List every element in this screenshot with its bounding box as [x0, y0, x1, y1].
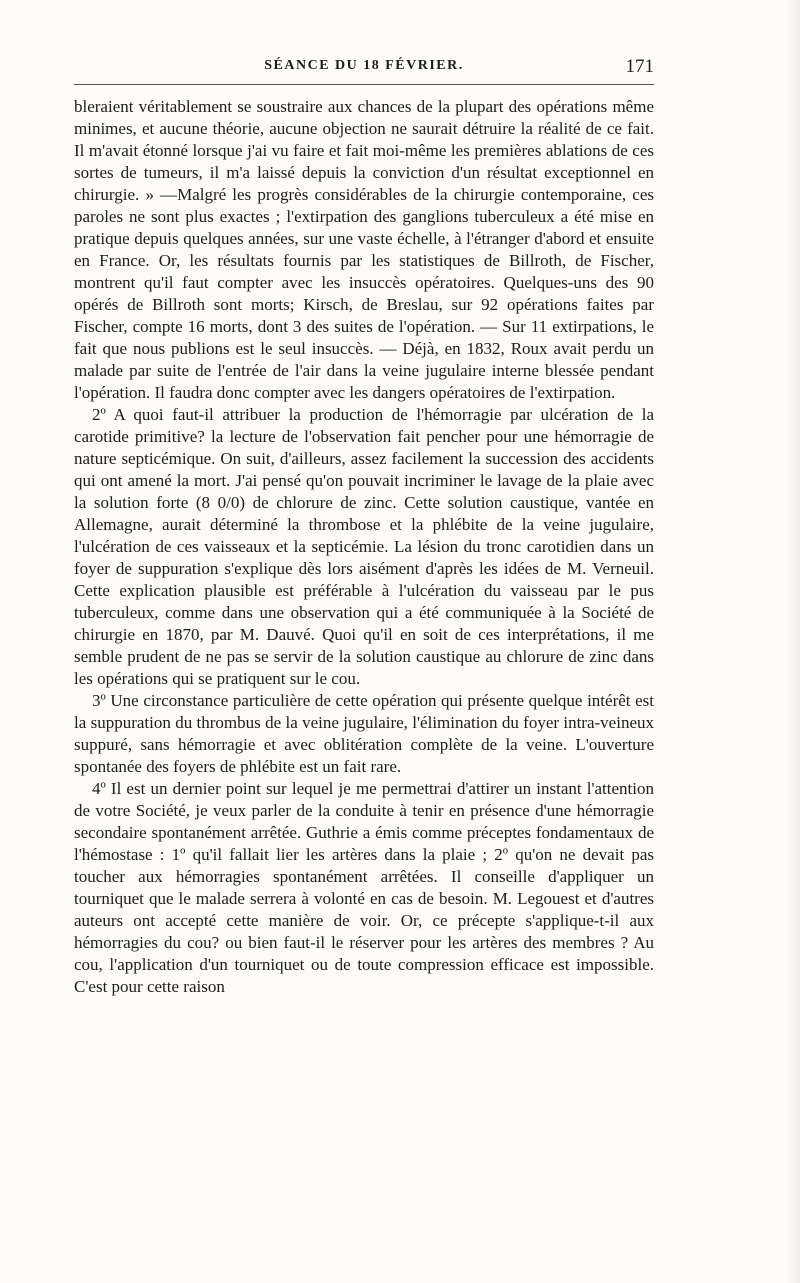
running-head: [74, 58, 654, 84]
page-edge-shadow: [786, 0, 800, 1283]
paragraph-point-4: 4º Il est un dernier point sur lequel je me permettrai d'attirer un instant l'attention de votre Société, je veux parler de la conduite à tenir en présence d'une hémorragie secondaire spontanément arrêtée. Guthrie a émis comme préceptes fondamentaux de l'hémostase : 1º qu'il fallait lier les artères dans la plaie ; 2º qu'on ne devait pas toucher aux hémorragies spontanément arrêtées. Il conseille d'appliquer un tourniquet que le malade serrera à volonté en cas de besoin. M. Legouest et d'autres auteurs ont accepté cette manière de voir. Or, ce précepte s'applique-t-il aux hémorragies du cou? ou bien faut-il le réserver pour les artères des membres ? Au cou, l'application d'un tourniquet ou de toute compression efficace est impossible. C'est pour cette raison: [74, 779, 654, 996]
running-title: SÉANCE DU 18 FÉVRIER.: [264, 58, 464, 73]
body-text: [74, 96, 654, 998]
paragraph-continued: bleraient véritablement se soustraire aux chances de la plupart des opérations même minimes, et aucune théorie, aucune objection ne saurait détruire la réalité de ce fait. Il m'avait étonné lorsque j'ai vu faire et fait moi-même les premières ablations de ces sortes de tumeurs, il m'a laissé depuis la conviction d'un résultat exceptionnel en chirurgie. » —Malgré les progrès considérables de la chirurgie contemporaine, ces paroles ne sont plus exactes ; l'extirpation des ganglions tuberculeux a été mise en pratique depuis quelques années, sur une vaste échelle, à l'étranger d'abord et ensuite en France. Or, les résultats fournis par les statistiques de Billroth, de Fischer, montrent qu'il faut compter avec les insuccès opératoires. Quelques-uns des 90 opérés de Billroth sont morts; Kirsch, de Breslau, sur 92 opérations faites par Fischer, compte 16 morts, dont 3 des suites de l'opération. — Sur 11 extirpations, le fait que nous publions est le seul insuccès. — Déjà, en 1832, Roux avait perdu un malade par suite de l'entrée de l'air dans la veine jugulaire interne blessée pendant l'opération. Il faudra donc compter avec les dangers opératoires de l'extirpation.: [74, 97, 654, 402]
header-rule: [74, 84, 654, 85]
paragraph-point-3: 3º Une circonstance particulière de cette opération qui présente quelque intérêt est la suppuration du thrombus de la veine jugulaire, l'élimination du foyer intra-veineux suppuré, sans hémorragie et avec oblitération complète de la veine. L'ouverture spontanée des foyers de phlébite est un fait rare.: [74, 691, 654, 776]
paragraph-point-2: 2º A quoi faut-il attribuer la production de l'hémorragie par ulcération de la carotide primitive? la lecture de l'observation fait pencher pour une hémorragie de nature septicémique. On suit, d'ailleurs, assez facilement la succession des accidents qui ont amené la mort. J'ai pensé qu'on pouvait incriminer le lavage de la plaie avec la solution forte (8 0/0) de chlorure de zinc. Cette solution caustique, vantée en Allemagne, aurait déterminé la thrombose et la phlébite de la veine jugulaire, l'ulcération de ces vaisseaux et la septicémie. La lésion du tronc carotidien dans un foyer de suppuration s'explique dès lors aisément d'après les idées de M. Verneuil. Cette explication plausible est préférable à l'ulcération du vaisseau par le pus tuberculeux, comme dans une observation qui a été communiquée à la Société de chirurgie en 1870, par M. Dauvé. Quoi qu'il en soit de ces interprétations, il me semble prudent de ne pas se servir de la solution caustique au chlorure de zinc dans les opérations qui se pratiquent sur le cou.: [74, 405, 654, 688]
page-number: 171: [625, 56, 654, 77]
